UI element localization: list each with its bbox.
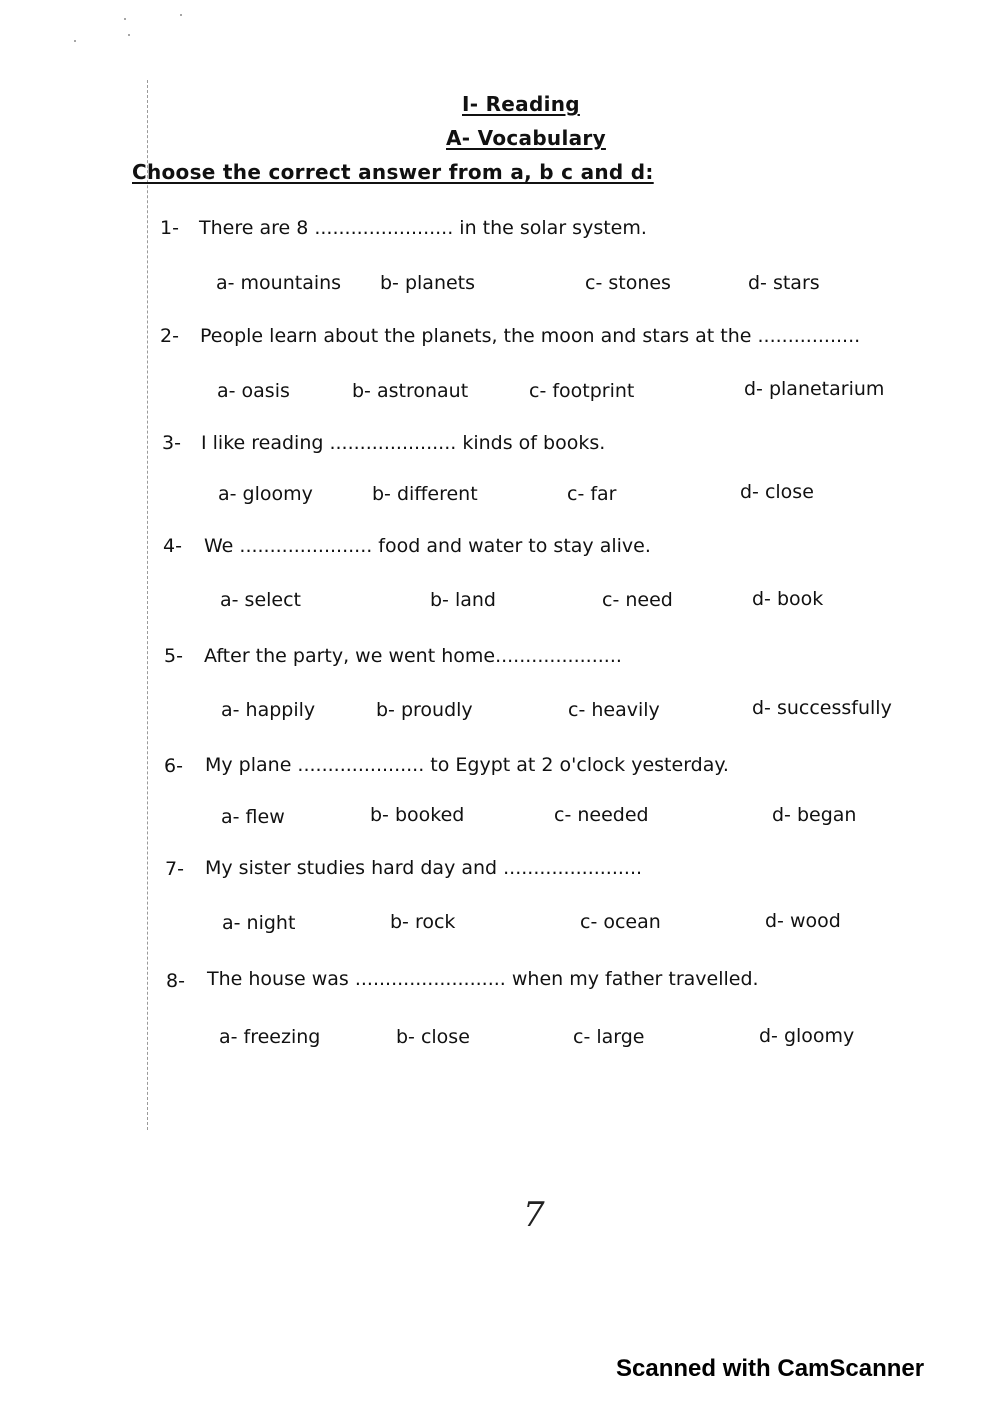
option-a: a- select bbox=[220, 589, 301, 611]
option-c: c- far bbox=[567, 483, 617, 505]
question-text: There are 8 ....................... in the solar system. bbox=[199, 217, 647, 239]
question-number: 3- bbox=[162, 432, 181, 454]
question-number: 5- bbox=[164, 645, 183, 667]
question-text: People learn about the planets, the moon and stars at the ................. bbox=[200, 325, 861, 347]
scan-speck bbox=[124, 18, 126, 20]
option-c: c- stones bbox=[585, 272, 671, 294]
option-d: d- wood bbox=[765, 910, 841, 932]
section-title: I- Reading bbox=[462, 92, 580, 116]
option-b: b- close bbox=[396, 1026, 470, 1048]
option-b: b- astronaut bbox=[352, 380, 469, 402]
question-number: 6- bbox=[164, 755, 183, 777]
option-d: d- close bbox=[740, 481, 814, 503]
option-d: d- began bbox=[772, 804, 857, 826]
option-c: c- need bbox=[602, 589, 673, 611]
question-number: 1- bbox=[160, 217, 179, 239]
option-a: a- freezing bbox=[219, 1026, 321, 1048]
scanner-watermark: Scanned with CamScanner bbox=[616, 1355, 925, 1382]
option-d: d- gloomy bbox=[759, 1025, 855, 1047]
option-c: c- needed bbox=[554, 804, 649, 826]
option-c: c- ocean bbox=[580, 911, 661, 933]
option-c: c- heavily bbox=[568, 699, 660, 721]
question-number: 2- bbox=[160, 325, 179, 347]
option-d: d- book bbox=[752, 588, 824, 610]
question-number: 4- bbox=[163, 535, 182, 557]
scan-speck bbox=[180, 14, 182, 16]
question-text: My sister studies hard day and ....................... bbox=[205, 857, 643, 879]
option-b: b- proudly bbox=[376, 699, 473, 721]
question-text: After the party, we went home..................... bbox=[204, 645, 622, 667]
question-text: My plane ..................... to Egypt at 2 o'clock yesterday. bbox=[205, 754, 729, 776]
option-d: d- stars bbox=[748, 272, 820, 294]
question-text: The house was ......................... when my father travelled. bbox=[207, 968, 759, 990]
option-b: b- rock bbox=[390, 911, 456, 933]
option-d: d- successfully bbox=[752, 697, 892, 719]
question-number: 7- bbox=[165, 858, 184, 880]
option-b: b- different bbox=[372, 483, 478, 505]
option-a: a- mountains bbox=[216, 272, 342, 294]
option-a: a- oasis bbox=[217, 380, 290, 402]
option-a: a- gloomy bbox=[218, 483, 313, 505]
subsection-title: A- Vocabulary bbox=[446, 126, 606, 150]
option-b: b- planets bbox=[380, 272, 476, 294]
scan-speck bbox=[74, 40, 76, 42]
option-b: b- land bbox=[430, 589, 496, 611]
option-a: a- happily bbox=[221, 699, 316, 721]
option-a: a- flew bbox=[221, 806, 285, 828]
option-d: d- planetarium bbox=[744, 378, 885, 400]
scan-speck bbox=[128, 34, 130, 36]
question-text: I like reading ..................... kinds of books. bbox=[201, 432, 606, 454]
option-c: c- footprint bbox=[529, 380, 635, 402]
option-a: a- night bbox=[222, 912, 296, 934]
margin-rule bbox=[147, 80, 148, 1130]
question-number: 8- bbox=[166, 970, 185, 992]
page-number: 7 bbox=[523, 1195, 545, 1235]
instruction-text: Choose the correct answer from a, b c and d: bbox=[132, 160, 654, 184]
option-c: c- large bbox=[573, 1026, 645, 1048]
option-b: b- booked bbox=[370, 804, 465, 826]
question-text: We ...................... food and water to stay alive. bbox=[204, 535, 651, 557]
